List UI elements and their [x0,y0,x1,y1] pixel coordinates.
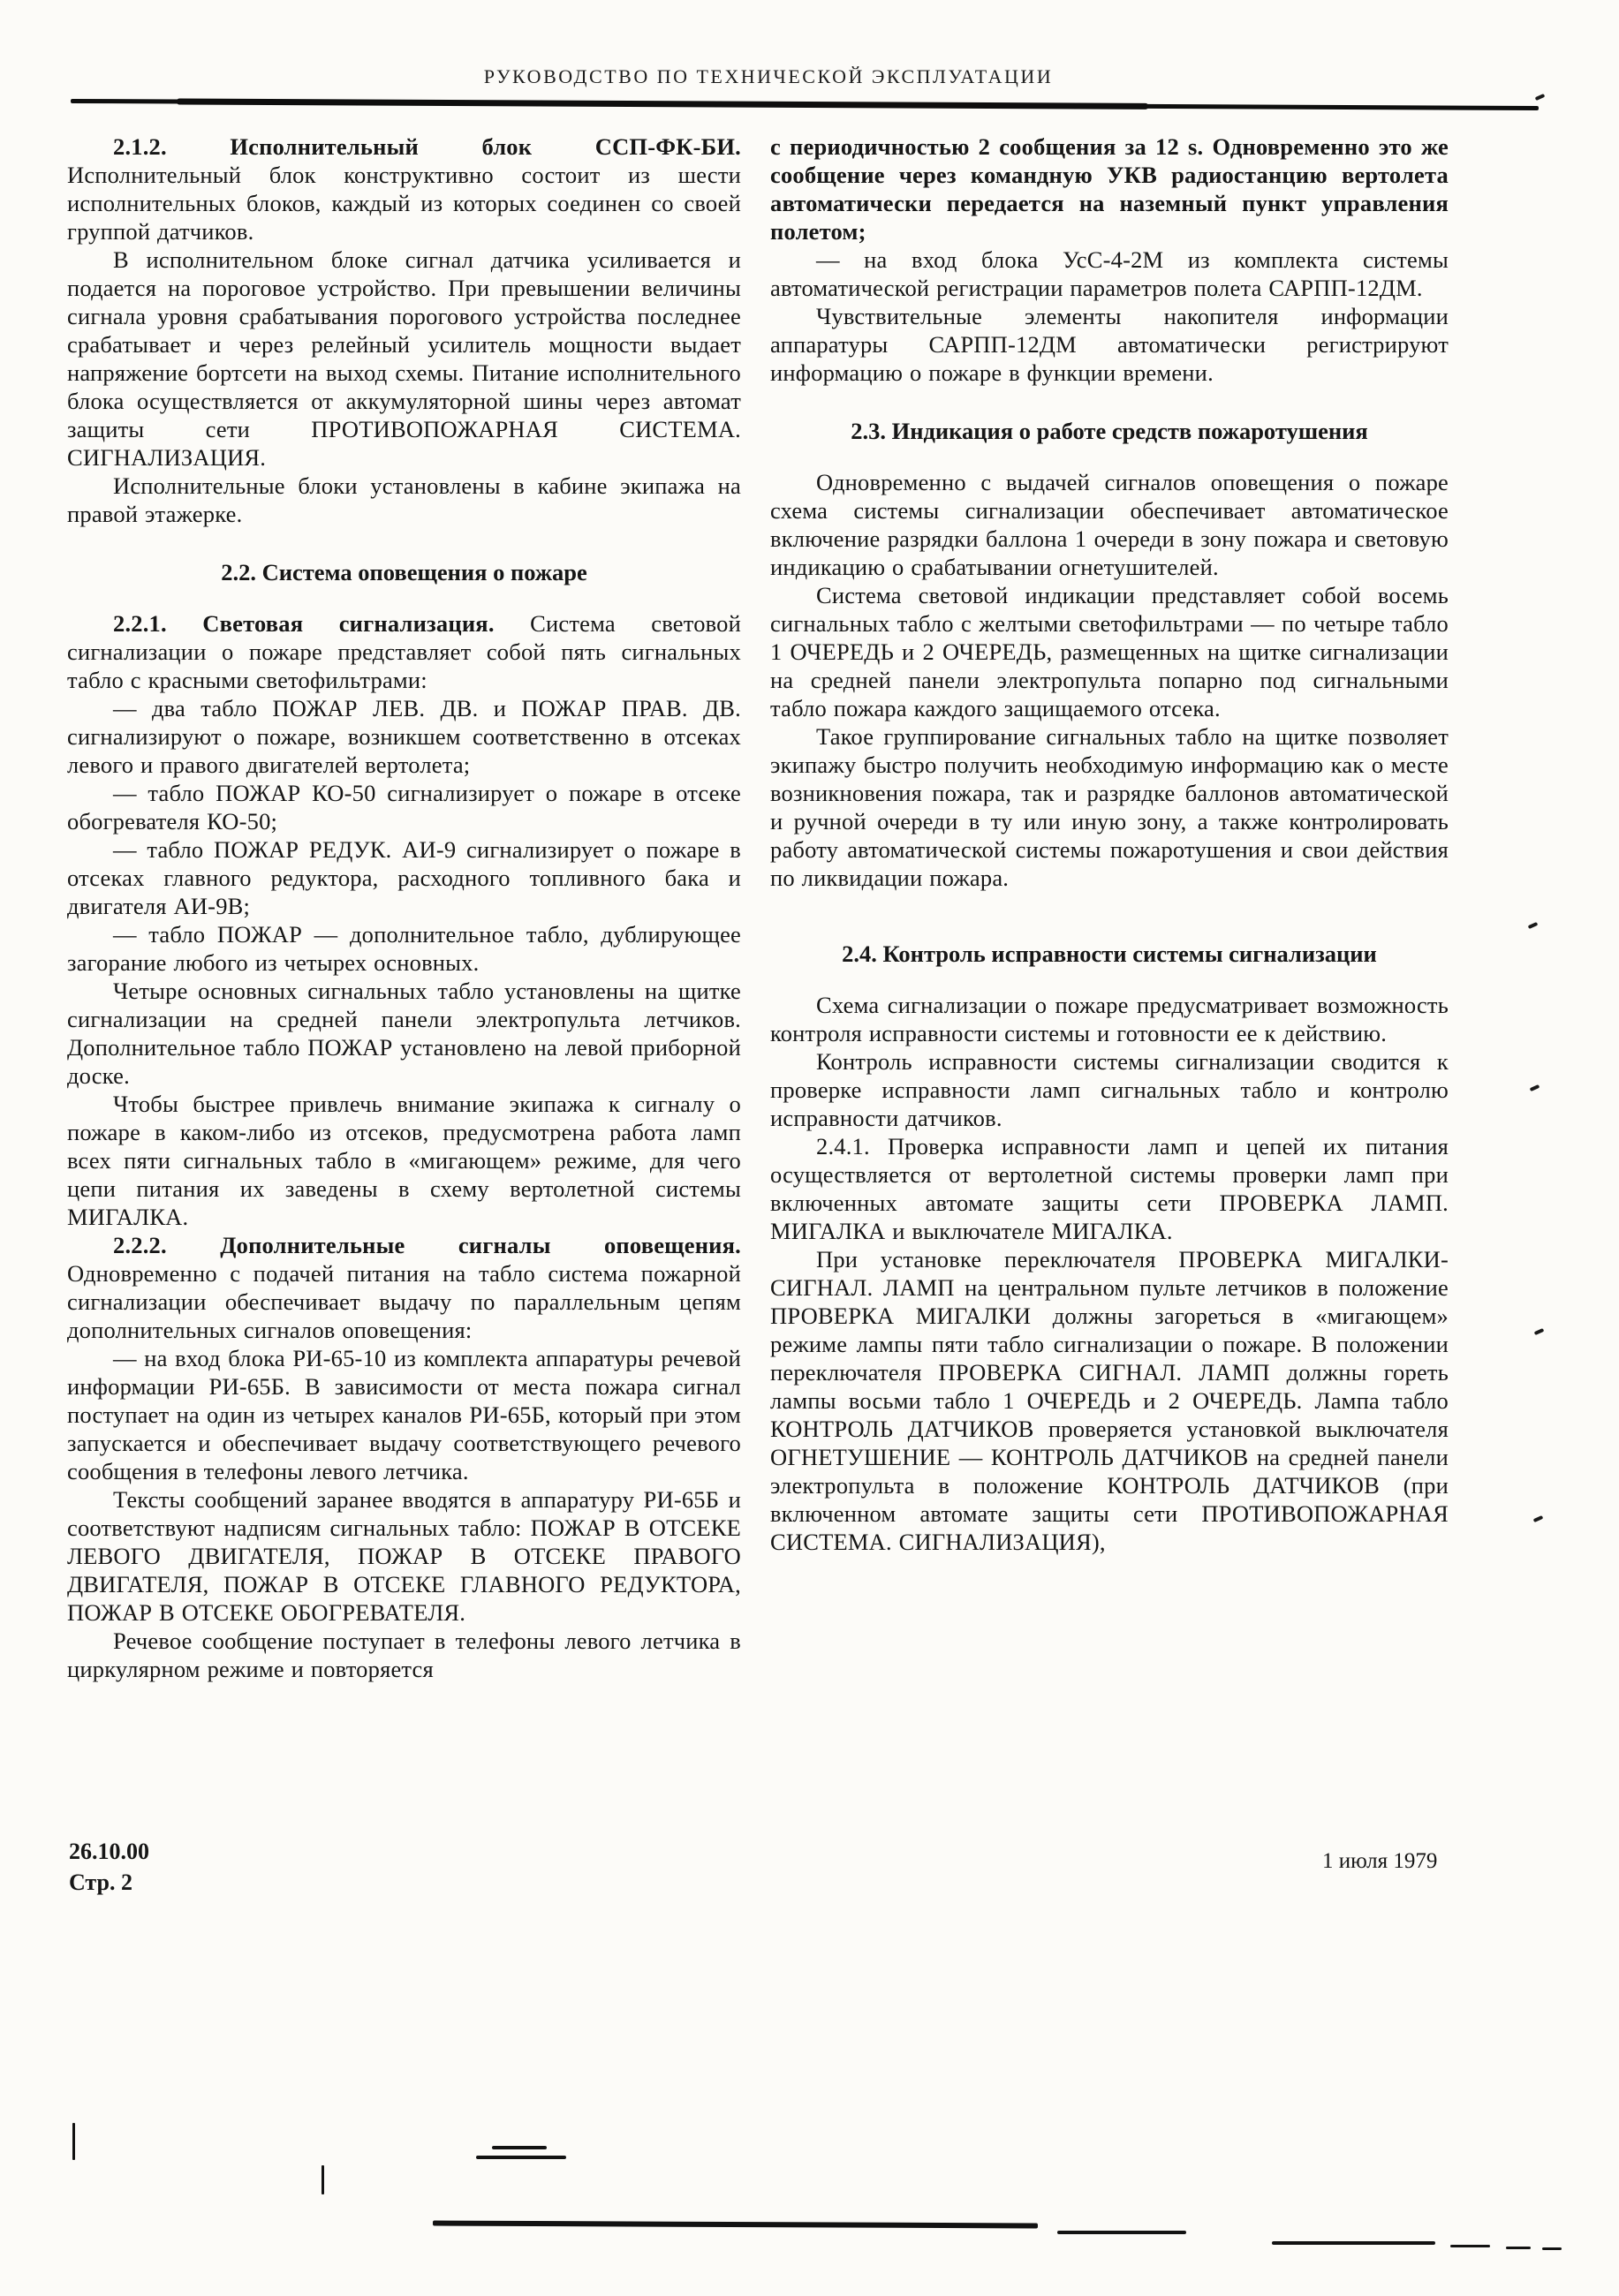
scan-line [1506,2247,1531,2249]
paragraph: Тексты сообщений заранее вводятся в аппаратуру РИ-65Б и соответствуют надписям сигнальных табло: ПОЖАР В ОТСЕКЕ ЛЕВОГО ДВИГАТЕЛЯ, ПОЖАР В ОТСЕКЕ ПРАВОГО ДВИГАТЕЛЯ, ПОЖАР В ОТСЕКЕ ГЛАВНОГО РЕДУКТОРА, ПОЖАР В ОТСЕКЕ ОБОГРЕВАТЕЛЯ. [67,1486,741,1626]
paragraph: с периодичностью 2 сообщения за 12 s. Одновременно это же сообщение через командную УКВ радиостанцию вертолета автоматически передается на наземный пункт управления полетом; [770,133,1449,245]
paragraph: Одновременно с выдачей сигналов оповещения о пожаре схема системы сигнализации обеспечивает автоматическое включение разрядки баллона 1 очереди в зону пожара и световую индикацию о срабатывании огнетушителей. [770,469,1449,580]
paragraph: Исполнительные блоки установлены в кабине экипажа на правой этажерке. [67,472,741,527]
paragraph: — на вход блока УсС-4-2М из комплекта системы автоматической регистрации параметров полета САРПП-12ДМ. [770,246,1449,301]
page-header-title: РУКОВОДСТВО ПО ТЕХНИЧЕСКОЙ ЭКСПЛУАТАЦИИ [483,65,1054,87]
paragraph: — на вход блока РИ-65-10 из комплекта аппаратуры речевой информации РИ-65Б. В зависимости от места пожара сигнал поступает на один из четырех каналов РИ-65Б, который при этом запускается и обеспечивает выдачу соответствующего речевого сообщения в телефоны левого летчика. [67,1345,741,1484]
left-column [67,132,741,1683]
scan-tick [72,2123,75,2160]
paragraph: В исполнительном блоке сигнал датчика усиливается и подается на пороговое устройство. При превышении величины сигнала уровня срабатывания порогового устройства последнее срабатывает и через релейный усилитель мощности выдает напряжение бортсети на выход схемы. Питание исполнительного блока осуществляется от аккумуляторной шины через автомат защиты сети ПРОТИВОПОЖАРНАЯ СИСТЕМА. СИГНАЛИЗАЦИЯ. [67,246,741,471]
paragraph: Чтобы быстрее привлечь внимание экипажа к сигналу о пожаре в каком-либо из отсеков, предусмотрена работа ламп всех пяти сигнальных табло в «мигающем» режиме, для чего цепи питания их заведены в схему вертолетной системы МИГАЛКА. [67,1091,741,1230]
scan-line [1450,2245,1490,2247]
scan-line [1272,2241,1435,2245]
paragraph: — табло ПОЖАР РЕДУК. АИ-9 сигнализирует о пожаре в отсеках главного редуктора, расходного топливного бака и двигателя АИ-9В; [67,836,741,919]
paragraph: При установке переключателя ПРОВЕРКА МИГАЛКИ-СИГНАЛ. ЛАМП на центральном пульте летчиков в положение ПРОВЕРКА МИГАЛКИ должны загореться в «мигающем» режиме лампы пяти табло сигнализации о пожаре. В положении переключателя ПРОВЕРКА СИГНАЛ. ЛАМП должны гореть лампы восьми табло 1 ОЧЕРЕДЬ и 2 ОЧЕРЕДЬ. Лампа табло КОНТРОЛЬ ДАТЧИКОВ проверяется установкой выключателя ОГНЕТУШЕНИЕ — КОНТРОЛЬ ДАТЧИКОВ на средней панели электропульта в положение КОНТРОЛЬ ДАТЧИКОВ (при включенном автомате защиты сети ПРОТИВОПОЖАРНАЯ СИСТЕМА. СИГНАЛИЗАЦИЯ), [770,1246,1449,1555]
footer-doc-code: 26.10.00 [69,1839,149,1864]
scan-speck [1533,1515,1544,1522]
paragraph: 2.1.2. Исполнительный блок ССП-ФК-БИ. Исполнительный блок конструктивно состоит из шести исполнительных блоков, каждый из которых соединен со своей группой датчиков. [67,133,741,245]
scan-line [1057,2231,1186,2234]
scan-speck [1528,922,1539,929]
scan-speck [1535,94,1546,101]
paragraph: Система световой индикации представляет собой восемь сигнальных табло с желтыми светофильтрами — по четыре табло 1 ОЧЕРЕДЬ и 2 ОЧЕРЕДЬ, размещенных на щитке сигнализации на средней панели электропульта попарно под сигнальными табло пожара каждого защищаемого отсека. [770,582,1449,721]
paragraph: Такое группирование сигнальных табло на щитке позволяет экипажу быстро получить необходимую информацию как о месте возникновения пожара, так и разрядке баллонов автоматической и ручной очереди в ту или иную зону, а также контролировать работу автоматической системы пожаротушения и свои действия по ликвидации пожара. [770,723,1449,891]
paragraph: — табло ПОЖАР — дополнительное табло, дублирующее загорание любого из четырех основных. [67,921,741,976]
scan-speck [1534,1328,1545,1335]
paragraph: Схема сигнализации о пожаре предусматривает возможность контроля исправности системы и готовности ее к действию. [770,992,1449,1046]
paragraph: — два табло ПОЖАР ЛЕВ. ДВ. и ПОЖАР ПРАВ. ДВ. сигнализируют о пожаре, возникшем соответственно в отсеках левого и правого двигателей вертолета; [67,695,741,778]
paragraph: Речевое сообщение поступает в телефоны левого летчика в циркулярном режиме и повторяется [67,1628,741,1682]
scan-tick [322,2165,324,2194]
paragraph: 2.4.1. Проверка исправности ламп и цепей их питания осуществляется от вертолетной системы проверки ламп при включенных автомате защиты сети ПРОВЕРКА ЛАМП. МИГАЛКА и выключателе МИГАЛКА. [770,1133,1449,1244]
footer-date: 1 июля 1979 [1322,1849,1438,1873]
scan-line [1542,2247,1562,2250]
paragraph: — табло ПОЖАР КО-50 сигнализирует о пожаре в отсеке обогревателя КО-50; [67,780,741,835]
section-heading: 2.2. Система оповещения о пожаре [221,559,587,585]
scan-dash [492,2146,547,2149]
footer-page-number: Стр. 2 [69,1869,132,1895]
scan-line [433,2221,1038,2229]
paragraph: 2.2.2. Дополнительные сигналы оповещения. Одновременно с подачей питания на табло система пожарной сигнализации обеспечивает выдачу по параллельным цепям дополнительных сигналов оповещения: [67,1232,741,1343]
scan-speck [1530,1084,1540,1091]
section-heading: 2.3. Индикация о работе средств пожаротушения [851,418,1368,444]
paragraph: Четыре основных сигнальных табло установлены на щитке сигнализации на средней панели электропульта летчиков. Дополнительное табло ПОЖАР установлено на левой приборной доске. [67,978,741,1089]
scan-dash [476,2156,566,2159]
paragraph: Контроль исправности системы сигнализации сводится к проверке исправности ламп сигнальных табло и контролю исправности датчиков. [770,1048,1449,1131]
paragraph: Чувствительные элементы накопителя информации аппаратуры САРПП-12ДМ автоматически регистрируют информацию о пожаре в функции времени. [770,303,1449,386]
right-column [770,132,1449,1556]
paragraph: 2.2.1. Световая сигнализация. Система световой сигнализации о пожаре представляет собой пять сигнальных табло с красными светофильтрами: [67,610,742,693]
header-rule [71,99,1539,110]
section-heading: 2.4. Контроль исправности системы сигнализации [842,940,1377,967]
